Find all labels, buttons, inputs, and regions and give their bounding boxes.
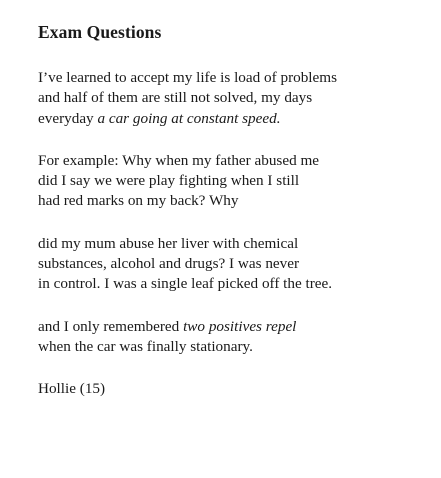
poem-author: Hollie (15) bbox=[38, 380, 106, 398]
line-text: and I only remembered bbox=[38, 317, 184, 335]
poem-page bbox=[38, 20, 433, 400]
stanza-4 bbox=[38, 317, 433, 358]
poem-line: did I say we were play fighting when I still bbox=[38, 172, 300, 190]
italic-phrase: a car going at constant speed. bbox=[97, 109, 281, 127]
poem-line bbox=[38, 317, 433, 337]
stanza-1 bbox=[38, 68, 433, 129]
poem-title: Exam Questions bbox=[38, 22, 162, 42]
poem-line: I’ve learned to accept my life is load of problems bbox=[38, 69, 337, 86]
poem-line: had red marks on my back? Why bbox=[38, 192, 239, 210]
poem-line: did my mum abuse her liver with chemical bbox=[38, 234, 299, 252]
poem-line: and half of them are still not solved, my days bbox=[38, 89, 313, 107]
stanza-3 bbox=[38, 234, 433, 295]
poem-line bbox=[38, 109, 433, 129]
poem-line: when the car was finally stationary. bbox=[38, 337, 253, 355]
poem-line: substances, alcohol and drugs? I was never bbox=[38, 255, 300, 273]
poem-line: For example: Why when my father abused me bbox=[38, 151, 320, 169]
stanza-2 bbox=[38, 151, 433, 212]
line-text: everyday bbox=[38, 109, 98, 127]
poem-line: in control. I was a single leaf picked off the tree. bbox=[38, 275, 333, 293]
italic-phrase: two positives repel bbox=[183, 317, 297, 335]
